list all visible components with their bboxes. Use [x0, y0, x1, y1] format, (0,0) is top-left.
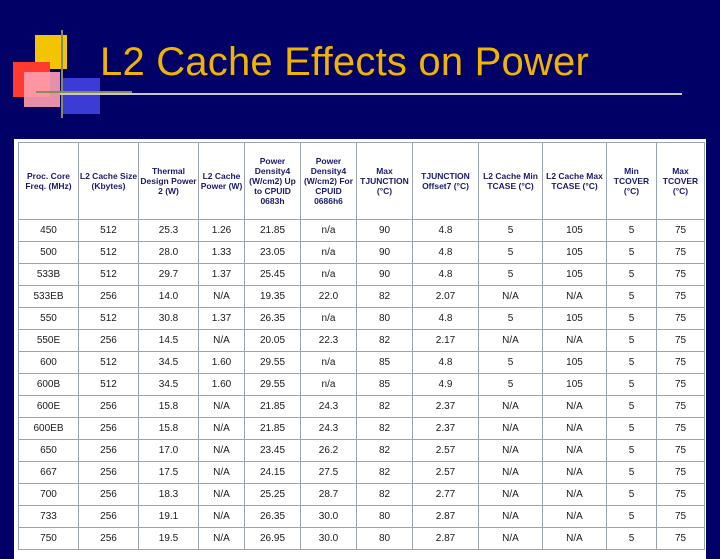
table-cell: 5: [607, 374, 657, 396]
table-cell: 14.0: [139, 286, 199, 308]
table-cell: 27.5: [301, 462, 357, 484]
table-cell: N/A: [479, 528, 543, 550]
table-cell: N/A: [479, 506, 543, 528]
table-cell: 80: [357, 528, 413, 550]
table-cell: 34.5: [139, 374, 199, 396]
table-row: [19, 352, 705, 374]
table-cell: N/A: [199, 484, 245, 506]
table-cell: 5: [607, 462, 657, 484]
table-cell: 90: [357, 220, 413, 242]
table-row: [19, 440, 705, 462]
table-cell: 82: [357, 418, 413, 440]
table-cell: 14.5: [139, 330, 199, 352]
table-cell: 29.55: [245, 352, 301, 374]
table-cell: 19.5: [139, 528, 199, 550]
decor-vertical-line: [61, 30, 63, 118]
table-cell: 82: [357, 286, 413, 308]
table-cell: 5: [607, 352, 657, 374]
table-row: [19, 418, 705, 440]
decor-square-pink: [24, 72, 60, 107]
table-cell: 600E: [19, 396, 79, 418]
col-header: Thermal Design Power 2 (W): [139, 143, 199, 220]
table-cell: n/a: [301, 308, 357, 330]
table-cell: N/A: [199, 418, 245, 440]
col-header: L2 Cache Max TCASE (°C): [543, 143, 607, 220]
table-cell: 5: [479, 264, 543, 286]
table-cell: 2.57: [413, 440, 479, 462]
table-cell: 75: [657, 506, 705, 528]
table-cell: 256: [79, 528, 139, 550]
table-cell: 17.0: [139, 440, 199, 462]
table-body: [19, 220, 705, 550]
table-cell: 256: [79, 418, 139, 440]
table-cell: 5: [607, 396, 657, 418]
table-cell: 5: [607, 308, 657, 330]
table-cell: 25.25: [245, 484, 301, 506]
table-cell: N/A: [199, 462, 245, 484]
col-header: Max TJUNCTION (°C): [357, 143, 413, 220]
table-cell: 5: [607, 418, 657, 440]
table-cell: 22.3: [301, 330, 357, 352]
table-cell: 29.7: [139, 264, 199, 286]
table-cell: N/A: [479, 330, 543, 352]
table-cell: N/A: [543, 462, 607, 484]
table-cell: N/A: [543, 528, 607, 550]
table-cell: 1.26: [199, 220, 245, 242]
power-table: [18, 142, 705, 550]
table-cell: 2.87: [413, 506, 479, 528]
col-header: Power Density4 (W/cm2) For CPUID 0686h6: [301, 143, 357, 220]
table-row: [19, 330, 705, 352]
title-underline: [60, 93, 682, 95]
table-cell: 75: [657, 242, 705, 264]
col-header: Proc. Core Freq. (MHz): [19, 143, 79, 220]
table-cell: 2.17: [413, 330, 479, 352]
table-cell: 5: [607, 286, 657, 308]
table-cell: 600B: [19, 374, 79, 396]
table-cell: N/A: [199, 286, 245, 308]
table-cell: N/A: [479, 418, 543, 440]
col-header: TJUNCTION Offset7 (°C): [413, 143, 479, 220]
table-row: [19, 242, 705, 264]
table-cell: 5: [479, 374, 543, 396]
table-cell: 82: [357, 396, 413, 418]
table-cell: 512: [79, 220, 139, 242]
table-cell: n/a: [301, 374, 357, 396]
table-cell: 512: [79, 242, 139, 264]
slide-title: L2 Cache Effects on Power: [100, 40, 589, 84]
table-cell: 20.05: [245, 330, 301, 352]
table-cell: 5: [607, 264, 657, 286]
table-cell: 30.0: [301, 528, 357, 550]
table-cell: 667: [19, 462, 79, 484]
table-cell: 75: [657, 484, 705, 506]
table-cell: N/A: [199, 528, 245, 550]
table-cell: 80: [357, 506, 413, 528]
table-cell: 4.8: [413, 308, 479, 330]
table-cell: N/A: [543, 506, 607, 528]
table-cell: 1.33: [199, 242, 245, 264]
table-cell: 24.3: [301, 396, 357, 418]
table-panel: [14, 139, 706, 559]
table-row: [19, 484, 705, 506]
table-cell: 24.3: [301, 418, 357, 440]
table-cell: 75: [657, 308, 705, 330]
table-cell: N/A: [543, 440, 607, 462]
table-cell: N/A: [479, 484, 543, 506]
table-row: [19, 528, 705, 550]
table-cell: 2.07: [413, 286, 479, 308]
table-cell: N/A: [199, 440, 245, 462]
table-cell: 550: [19, 308, 79, 330]
table-cell: 28.7: [301, 484, 357, 506]
table-row: [19, 396, 705, 418]
table-cell: 75: [657, 352, 705, 374]
table-cell: 533B: [19, 264, 79, 286]
table-cell: 75: [657, 396, 705, 418]
table-cell: 82: [357, 462, 413, 484]
table-cell: 256: [79, 440, 139, 462]
table-cell: 5: [607, 528, 657, 550]
table-cell: 82: [357, 330, 413, 352]
table-cell: 550E: [19, 330, 79, 352]
table-cell: N/A: [199, 506, 245, 528]
table-header-row: [19, 143, 705, 220]
table-cell: 600EB: [19, 418, 79, 440]
table-cell: 26.35: [245, 308, 301, 330]
table-cell: 75: [657, 528, 705, 550]
table-cell: 5: [607, 242, 657, 264]
table-cell: 105: [543, 242, 607, 264]
table-cell: n/a: [301, 242, 357, 264]
table-cell: 512: [79, 264, 139, 286]
table-cell: 75: [657, 330, 705, 352]
table-cell: 25.3: [139, 220, 199, 242]
table-cell: 105: [543, 220, 607, 242]
table-cell: 24.15: [245, 462, 301, 484]
table-cell: 75: [657, 462, 705, 484]
table-cell: n/a: [301, 264, 357, 286]
table-cell: N/A: [543, 330, 607, 352]
table-cell: 25.45: [245, 264, 301, 286]
col-header: L2 Cache Size (Kbytes): [79, 143, 139, 220]
table-row: [19, 308, 705, 330]
table-cell: 5: [479, 308, 543, 330]
table-cell: 2.37: [413, 396, 479, 418]
table-cell: 17.5: [139, 462, 199, 484]
table-cell: N/A: [479, 462, 543, 484]
col-header: Min TCOVER (°C): [607, 143, 657, 220]
table-cell: 18.3: [139, 484, 199, 506]
table-cell: 90: [357, 264, 413, 286]
table-cell: 75: [657, 418, 705, 440]
table-cell: n/a: [301, 352, 357, 374]
table-cell: 21.85: [245, 418, 301, 440]
col-header: L2 Cache Min TCASE (°C): [479, 143, 543, 220]
table-cell: 15.8: [139, 396, 199, 418]
table-cell: N/A: [199, 330, 245, 352]
table-cell: 2.37: [413, 418, 479, 440]
table-cell: N/A: [543, 484, 607, 506]
table-cell: 4.8: [413, 220, 479, 242]
table-cell: 5: [607, 330, 657, 352]
table-cell: 82: [357, 484, 413, 506]
table-cell: 15.8: [139, 418, 199, 440]
table-cell: n/a: [301, 220, 357, 242]
table-cell: 28.0: [139, 242, 199, 264]
table-cell: 85: [357, 352, 413, 374]
table-cell: 26.2: [301, 440, 357, 462]
table-cell: 256: [79, 506, 139, 528]
table-cell: 22.0: [301, 286, 357, 308]
table-row: [19, 286, 705, 308]
table-cell: 2.77: [413, 484, 479, 506]
table-cell: 5: [607, 440, 657, 462]
col-header: Power Density4 (W/cm2) Up to CPUID 0683h: [245, 143, 301, 220]
table-cell: 4.8: [413, 242, 479, 264]
table-cell: 75: [657, 374, 705, 396]
table-cell: 4.8: [413, 352, 479, 374]
table-cell: N/A: [479, 440, 543, 462]
table-cell: 5: [479, 242, 543, 264]
table-cell: 90: [357, 242, 413, 264]
decor-square-blue: [63, 78, 100, 114]
table-cell: 105: [543, 374, 607, 396]
table-cell: 21.85: [245, 396, 301, 418]
table-row: [19, 220, 705, 242]
table-cell: N/A: [543, 418, 607, 440]
table-cell: 34.5: [139, 352, 199, 374]
table-cell: 1.60: [199, 352, 245, 374]
table-cell: 600: [19, 352, 79, 374]
table-cell: 29.55: [245, 374, 301, 396]
table-row: [19, 264, 705, 286]
table-row: [19, 506, 705, 528]
table-cell: 105: [543, 352, 607, 374]
table-cell: 82: [357, 440, 413, 462]
table-row: [19, 374, 705, 396]
table-cell: 19.35: [245, 286, 301, 308]
table-cell: 80: [357, 308, 413, 330]
table-cell: 1.37: [199, 308, 245, 330]
table-cell: 5: [607, 484, 657, 506]
table-cell: 21.85: [245, 220, 301, 242]
table-cell: 733: [19, 506, 79, 528]
table-cell: N/A: [479, 396, 543, 418]
table-cell: 4.8: [413, 264, 479, 286]
table-cell: 105: [543, 264, 607, 286]
table-cell: 19.1: [139, 506, 199, 528]
table-cell: 1.60: [199, 374, 245, 396]
col-header: L2 Cache Power (W): [199, 143, 245, 220]
table-cell: 2.57: [413, 462, 479, 484]
table-cell: 30.8: [139, 308, 199, 330]
table-cell: 23.45: [245, 440, 301, 462]
table-cell: 75: [657, 264, 705, 286]
table-cell: 75: [657, 220, 705, 242]
table-cell: 450: [19, 220, 79, 242]
table-cell: 256: [79, 286, 139, 308]
table-cell: N/A: [543, 396, 607, 418]
table-row: [19, 462, 705, 484]
col-header: Max TCOVER (°C): [657, 143, 705, 220]
table-cell: 5: [607, 506, 657, 528]
table-cell: 26.35: [245, 506, 301, 528]
table-cell: 750: [19, 528, 79, 550]
table-cell: 30.0: [301, 506, 357, 528]
table-cell: 4.9: [413, 374, 479, 396]
table-cell: 75: [657, 440, 705, 462]
table-cell: 5: [607, 220, 657, 242]
table-cell: 512: [79, 352, 139, 374]
table-cell: N/A: [479, 286, 543, 308]
table-cell: 500: [19, 242, 79, 264]
table-cell: 105: [543, 308, 607, 330]
table-cell: 26.95: [245, 528, 301, 550]
table-cell: N/A: [199, 396, 245, 418]
table-cell: N/A: [543, 286, 607, 308]
table-cell: 256: [79, 330, 139, 352]
table-cell: 1.37: [199, 264, 245, 286]
table-cell: 5: [479, 352, 543, 374]
table-cell: 85: [357, 374, 413, 396]
table-cell: 256: [79, 484, 139, 506]
table-cell: 533EB: [19, 286, 79, 308]
table-cell: 256: [79, 462, 139, 484]
table-cell: 650: [19, 440, 79, 462]
table-cell: 700: [19, 484, 79, 506]
table-cell: 23.05: [245, 242, 301, 264]
table-cell: 512: [79, 308, 139, 330]
table-cell: 256: [79, 396, 139, 418]
table-cell: 512: [79, 374, 139, 396]
table-cell: 5: [479, 220, 543, 242]
table-cell: 2.87: [413, 528, 479, 550]
table-cell: 75: [657, 286, 705, 308]
